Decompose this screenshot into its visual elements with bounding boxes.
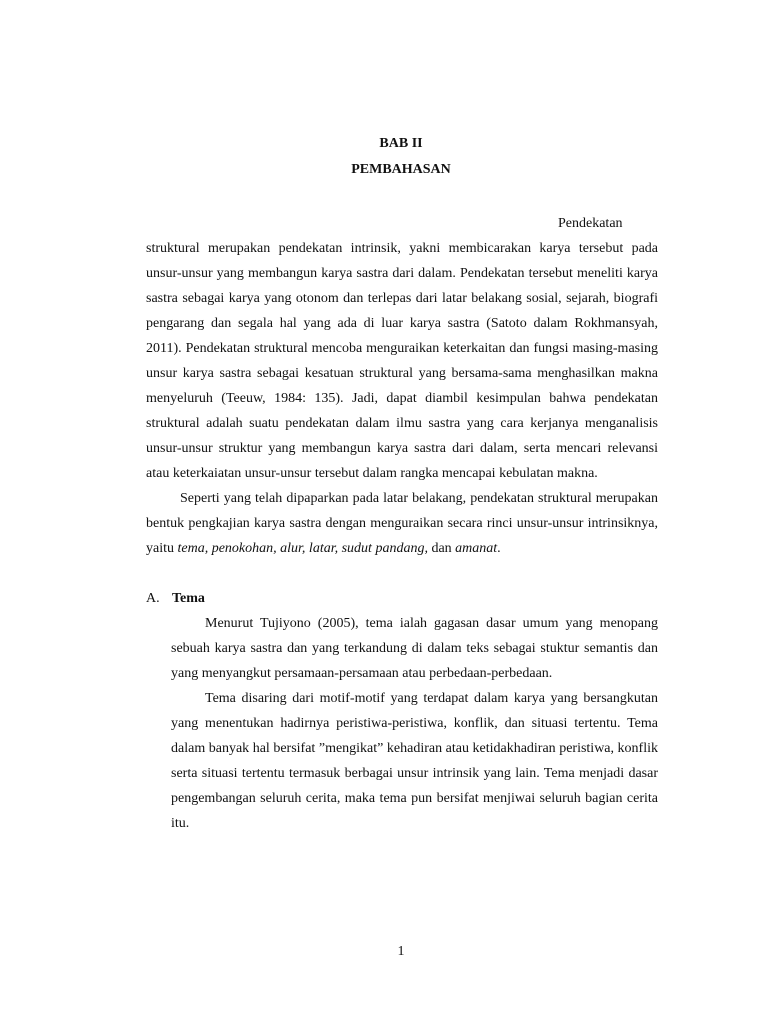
intro-paragraph-2: [146, 486, 658, 561]
intro-paragraph-2-end: .: [497, 541, 501, 556]
section-a-letter: A.: [146, 591, 160, 606]
section-a-paragraph-2: Tema disaring dari motif-motif yang terdapat dalam karya yang bersangkutan yang menentukan hadirnya peristiwa-peristiwa, konflik, dan situasi tertentu. Tema dalam banyak hal bersifat ”mengikat” kehadiran atau ketidakhadiran peristiwa, konflik serta situasi tertentu termasuk berbagai unsur intrinsik yang lain. Tema menjadi dasar pengembangan seluruh cerita, maka tema pun bersifat menjiwai seluruh bagian cerita itu.: [171, 691, 658, 831]
intrinsic-elements-list: tema, penokohan, alur, latar, sudut pandang,: [177, 541, 428, 556]
intro-paragraph-2-lead: Seperti yang telah dipaparkan pada latar belakang, pendekatan struktural merupakan bentuk pengkajian karya sastra dengan menguraikan secara rinci unsur-unsur intrinsiknya, yaitu: [146, 491, 658, 556]
section-a-title: Tema: [172, 591, 205, 606]
intro-paragraph-1: Pendekatan struktural merupakan pendekatan intrinsik, yakni membicarakan karya tersebut pada unsur-unsur yang membangun karya sastra dari dalam. Pendekatan tersebut meneliti karya sastra sebagai karya yang otonom dan terlepas dari latar belakang sosial, sejarah, biografi pengarang dan segala hal yang ada di luar karya sastra (Satoto dalam Rokhmansyah, 2011). Pendekatan struktural mencoba menguraikan keterkaitan dan fungsi masing-masing unsur karya sastra sebagai kesatuan struktural yang bersama-sama menghasilkan makna menyeluruh (Teeuw, 1984: 135). Jadi, dapat diambil kesimpulan bahwa pendekatan struktural adalah suatu pendekatan dalam ilmu sastra yang cara kerjanya menganalisis unsur-unsur struktur yang membangun karya sastra dari dalam, serta mencari relevansi atau keterkaiatan unsur-unsur tersebut dalam rangka mencapai kebulatan makna.: [146, 216, 658, 481]
section-a-heading: [146, 586, 658, 611]
intro-paragraph-2-and: dan: [427, 541, 456, 556]
chapter-heading: BAB II: [379, 136, 423, 151]
intrinsic-element-amanat: amanat: [455, 541, 498, 556]
chapter-title: PEMBAHASAN: [351, 162, 451, 177]
page-number: 1: [397, 944, 405, 959]
section-a-body: [146, 611, 658, 836]
document-body: [146, 211, 658, 836]
section-a-paragraph-1: Menurut Tujiyono (2005), tema ialah gagasan dasar umum yang menopang sebuah karya sastra dan yang terkandung di dalam teks sebagai stuktur semantis dan yang menyangkut persamaan-persamaan atau perbedaan-perbedaan.: [171, 616, 658, 681]
